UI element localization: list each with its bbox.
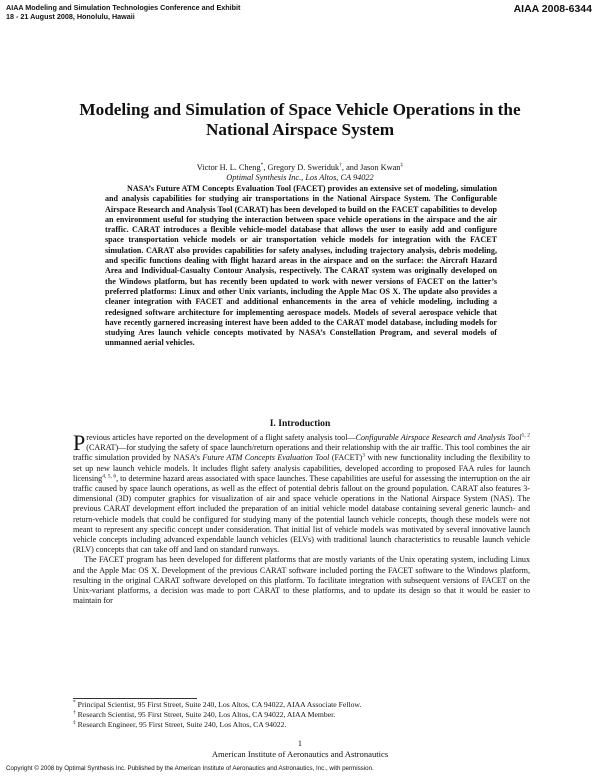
paper-id: AIAA 2008-6344 <box>513 3 592 15</box>
institute-footer: American Institute of Aeronautics and Astronautics <box>211 749 389 759</box>
footnote-divider <box>73 698 197 699</box>
abstract: NASA’s Future ATM Concepts Evaluation Tool (FACET) provides an extensive set of modeling, simulation and analysis capabilities for studying air transportations in the National Airspace System. The Configurable Airspace Research and Analysis Tool (CARAT) has been developed to build on the FACET capabilities to develop an environment useful for studying the interaction between space vehicle operations in the airspace and the air traffic. CARAT introduces a flexible vehicle-model database that allows the user to easily add and configure space transportation vehicle models or air transportation vehicle models for integration with the FACET simulation. CARAT also provides capabilities for safety analyses, including trajectory analysis, debris modeling, and specific functions dealing with flight hazard areas in the airspace and on the surface: the Aircraft Hazard Area and Individual-Casualty Contour Analysis, respectively. The CARAT system was originally developed on the Windows platform, but has recently been updated to work with newer versions of FACET on the latter’s preferred platforms: Linux and other Unix variants, including the Apple Mac OS X. The update also provides a cleaner integration with FACET and additional enhancements in the area of vehicle modeling, including a redesigned software architecture for implementing aerospace models. Models of several aerospace vehicle that have recently garnered increasing interest have been added to the CARAT model database, including models for studying Ares launch vehicle concepts motivated by NASA’s Constellation Program, and several models of unmanned aerial vehicles. <box>105 184 497 348</box>
conference-name: AIAA Modeling and Simulation Technologies Conference and Exhibit <box>6 3 241 12</box>
reference-mark: 1, 2 <box>521 432 531 439</box>
copyright-notice: Copyright © 2008 by Optimal Synthesis Inc. Published by the American Institute of Aeronautics and Astronautics, Inc., with permission. <box>6 765 374 772</box>
author-separator: , and <box>341 163 361 172</box>
author-1-mark: * <box>260 162 264 169</box>
footnote-mark: † <box>73 709 76 716</box>
drop-cap: P <box>73 430 86 455</box>
intro-text: (FACET) <box>329 453 363 463</box>
author-2: Gregory D. Sweriduk <box>267 163 340 172</box>
footnote-text: Research Engineer, 95 First Street, Suite 240, Los Altos, CA 94022. <box>75 720 287 729</box>
intro-text: , to determine hazard areas associated with space launches. These capabilities are useful for assessing the interruption on the air traffic caused by space launch operations, as well as the effect of potential debris fallout on the ground population. CARAT also features 3-dimensional (3D) computer graphics for visualization of air and space vehicle operations in the National Airspace System (NAS). The previous CARAT development effort included the preparation of an initial vehicle model database containing several generic launch- and return-vehicle models that could be configured for studying many of the potential launch vehicle concepts, though these models were not meant to represent any specific concept under consideration. That initial list of vehicle models was motivated by several innovative launch vehicle concepts including advanced expendable launch vehicles (ELVs) with traditional launch characteristics to reusable launch vehicle (RLV) concepts that can take off and land on standard runways. <box>73 473 531 555</box>
page-number: 1 <box>297 739 303 748</box>
section-heading-introduction: I. Introduction <box>269 418 331 429</box>
tool-name-italic: Future ATM Concepts Evaluation Tool <box>202 453 330 463</box>
intro-text: with new functionality including the flexibility to set up new launch vehicle models. It includes flight safety analysis capabilities, developed according to proposed FAA rules for launch licensing <box>73 453 530 483</box>
footnote-text: Research Scientist, 95 First Street, Suite 240, Los Altos, CA 94022, AIAA Member. <box>75 710 336 719</box>
footnotes <box>73 700 533 730</box>
footnote <box>73 700 533 710</box>
conference-date-location: 18 - 21 August 2008, Honolulu, Hawaii <box>6 11 135 21</box>
introduction-body <box>73 430 531 606</box>
intro-text: (CARAT)—for studying the safety of space launch/return operations and their relationship with the air traffic. This tool combines the air traffic simulation provided by NASA’s <box>73 443 530 463</box>
paper-title: Modeling and Simulation of Space Vehicle Operations in the National Airspace System <box>79 100 521 139</box>
footnote-mark: * <box>73 699 76 706</box>
intro-text: revious articles have reported on the development of a flight safety analysis tool— <box>86 433 356 442</box>
affiliation: Optimal Synthesis Inc., Los Altos, CA 94022 <box>226 173 374 182</box>
reference-mark: 3 <box>362 452 365 459</box>
reference-mark: 4, 5, 6 <box>102 473 117 480</box>
footnote-mark: ‡ <box>73 719 76 726</box>
intro-paragraph-2: The FACET program has been developed for different platforms that are mostly variants of the Unix operating system, including Linux and the Apple Mac OS X. Development of the previous CARAT software included porting the FACET software to the Windows platform, resulting in the original CARAT software developed on this platform. To facilitate integration with subsequent versions of FACET on the Unix-variant platforms, a decision was made to port CARAT to these platforms, and to update its design so that it would be easier to maintain for <box>73 555 530 606</box>
footnote-text: Principal Scientist, 95 First Street, Suite 240, Los Altos, CA 94022, AIAA Associate Fellow. <box>75 700 362 709</box>
author-list <box>80 163 520 173</box>
tool-name-italic: Configurable Airspace Research and Analysis Tool <box>355 433 522 442</box>
intro-paragraph-1 <box>73 430 531 555</box>
author-3: Jason Kwan <box>360 163 401 172</box>
footnote <box>73 720 533 730</box>
author-1: Victor H. L. Cheng <box>196 163 261 172</box>
conference-header <box>6 4 240 21</box>
author-separator: , <box>263 163 268 172</box>
author-3-mark: ‡ <box>400 162 404 169</box>
author-2-mark: † <box>339 162 342 169</box>
footnote <box>73 710 533 720</box>
